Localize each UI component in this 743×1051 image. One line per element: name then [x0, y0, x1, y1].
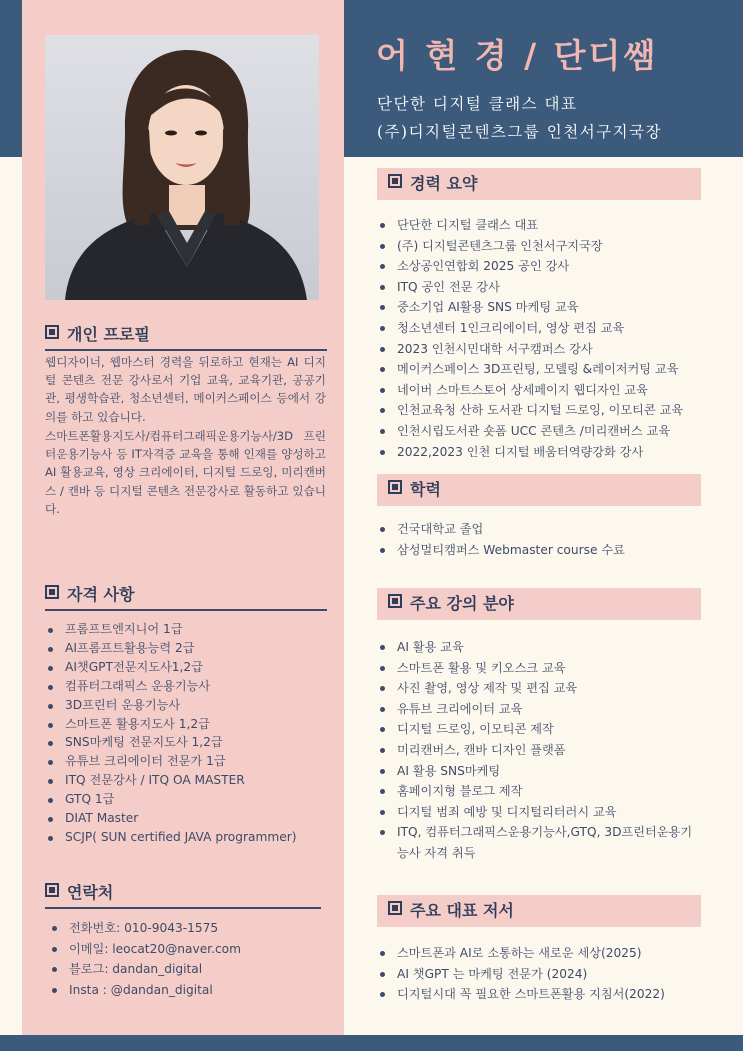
list-item: 디지털 범죄 예방 및 디지털리터러시 교육	[377, 802, 693, 823]
list-item: 디지털시대 꼭 필요한 스마트폰활용 지침서(2022)	[377, 984, 707, 1005]
list-item: 2023 인천시민대학 서구캠퍼스 강사	[377, 339, 707, 360]
square-bullet-icon	[388, 594, 402, 608]
education-heading	[377, 474, 701, 506]
list-item: 네이버 스마트스토어 상세페이지 웹디자인 교육	[377, 380, 707, 401]
list-item: 소상공인연합회 2025 공인 강사	[377, 256, 707, 277]
certifications-heading-text: 자격 사항	[67, 585, 135, 604]
list-item: 삼성멀티캠퍼스 Webmaster course 수료	[377, 540, 707, 561]
square-bullet-icon	[45, 883, 59, 897]
list-item: 인천시립도서관 숏폼 UCC 콘텐츠 /미리캔버스 교육	[377, 421, 707, 442]
list-item: ITQ 공인 전문 강사	[377, 277, 707, 298]
list-item: 청소년센터 1인크리에이터, 영상 편집 교육	[377, 318, 707, 339]
list-item: DIAT Master	[45, 809, 335, 828]
list-item: ITQ 전문강사 / ITQ OA MASTER	[45, 771, 335, 790]
contact-email: 이메일: leocat20@naver.com	[49, 939, 329, 960]
square-bullet-icon	[45, 325, 59, 339]
contact-heading	[45, 880, 321, 909]
profile-paragraph-2: 스마트폰활용지도사/컴퓨터그래픽운용기능사/3D 프린터운용기능사 등 IT자격증 교육을 통해 인재를 양성하고 AI 활용교육, 영상 크리에이터, 디지털 드로잉, 미리캔버스 / 캔바 등 디지털 콘텐츠 전문강사로 활동하고 있습니다.	[45, 429, 326, 516]
list-item: 3D프린터 운용기능사	[45, 696, 335, 715]
list-item: AI 챗GPT 는 마케팅 전문가 (2024)	[377, 964, 707, 985]
certifications-list	[45, 620, 335, 847]
profile-photo	[45, 35, 319, 300]
list-item: 단단한 디지털 클래스 대표	[377, 215, 707, 236]
lectures-heading-text: 주요 강의 분야	[410, 594, 514, 613]
footer-band	[0, 1035, 743, 1051]
list-item: 디지털 드로잉, 이모티콘 제작	[377, 719, 693, 740]
list-item: AI 활용 교육	[377, 637, 693, 658]
list-item: AI프롬프트활용능력 2급	[45, 639, 335, 658]
career-heading-text: 경력 요약	[410, 174, 478, 193]
certifications-heading	[45, 582, 327, 611]
subtitle-title: 단단한 디지털 클래스 대표	[377, 95, 578, 113]
lectures-list	[377, 637, 693, 864]
list-item: 메이커스페이스 3D프린팅, 모델링 &레이저커팅 교육	[377, 359, 707, 380]
education-list	[377, 519, 707, 560]
contact-list	[49, 918, 329, 1000]
contact-phone: 전화번호: 010-9043-1575	[49, 918, 329, 939]
square-bullet-icon	[388, 480, 402, 494]
person-name: 어 현 경 / 단디쌤	[376, 36, 659, 75]
list-item: 인천교육청 산하 도서관 디지털 드로잉, 이모티콘 교육	[377, 400, 707, 421]
list-item: 스마트폰 활용 및 키오스크 교육	[377, 658, 693, 679]
square-bullet-icon	[388, 174, 402, 188]
books-list	[377, 943, 707, 1005]
education-heading-text: 학력	[410, 480, 441, 499]
contact-blog: 블로그: dandan_digital	[49, 959, 329, 980]
list-item: 스마트폰과 AI로 소통하는 새로운 세상(2025)	[377, 943, 707, 964]
list-item: SNS마케팅 전문지도사 1,2급	[45, 733, 335, 752]
profile-heading-text: 개인 프로필	[67, 325, 150, 344]
career-heading	[377, 168, 701, 200]
list-item: 건국대학교 졸업	[377, 519, 707, 540]
list-item: (주) 디지털콘텐츠그룹 인천서구지국장	[377, 236, 707, 257]
profile-paragraph-1: 웹디자이너, 웹마스터 경력을 뒤로하고 현재는 AI 디지털 콘텐츠 전문 강사로서 기업 교육, 교육기관, 공공기관, 평생학습관, 청소년센터, 메이커스페이스 등에서 강의를 하고 있습니다.	[45, 355, 326, 424]
list-item: 프롬프트엔지니어 1급	[45, 620, 335, 639]
list-item: 홈페이지형 블로그 제작	[377, 781, 693, 802]
profile-heading	[45, 322, 327, 351]
list-item: 2022,2023 인천 디지털 배움터역량강화 강사	[377, 442, 707, 463]
contact-instagram: Insta : @dandan_digital	[49, 980, 329, 1001]
square-bullet-icon	[45, 585, 59, 599]
list-item: 사진 촬영, 영상 제작 및 편집 교육	[377, 678, 693, 699]
subtitle-company: (주)디지털콘텐츠그룹 인천서구지국장	[377, 123, 663, 141]
square-bullet-icon	[388, 901, 402, 915]
list-item: 컴퓨터그래픽스 운용기능사	[45, 677, 335, 696]
list-item: 유튜브 크리에이터 교육	[377, 699, 693, 720]
list-item: 스마트폰 활용지도사 1,2급	[45, 715, 335, 734]
contact-heading-text: 연락처	[67, 883, 114, 902]
career-list	[377, 215, 707, 462]
list-item: AI챗GPT전문지도사1,2급	[45, 658, 335, 677]
list-item: SCJP( SUN certified JAVA programmer)	[45, 828, 335, 847]
lectures-heading	[377, 588, 701, 620]
list-item: AI 활용 SNS마케팅	[377, 761, 693, 782]
books-heading	[377, 895, 701, 927]
list-item: 중소기업 AI활용 SNS 마케팅 교육	[377, 297, 707, 318]
list-item: GTQ 1급	[45, 790, 335, 809]
list-item: 유튜브 크리에이터 전문가 1급	[45, 752, 335, 771]
list-item: ITQ, 컴퓨터그래픽스운용기능사,GTQ, 3D프린터운용기능사 자격 취득	[377, 822, 693, 863]
list-item: 미리캔버스, 캔바 디자인 플랫폼	[377, 740, 693, 761]
books-heading-text: 주요 대표 저서	[410, 901, 514, 920]
